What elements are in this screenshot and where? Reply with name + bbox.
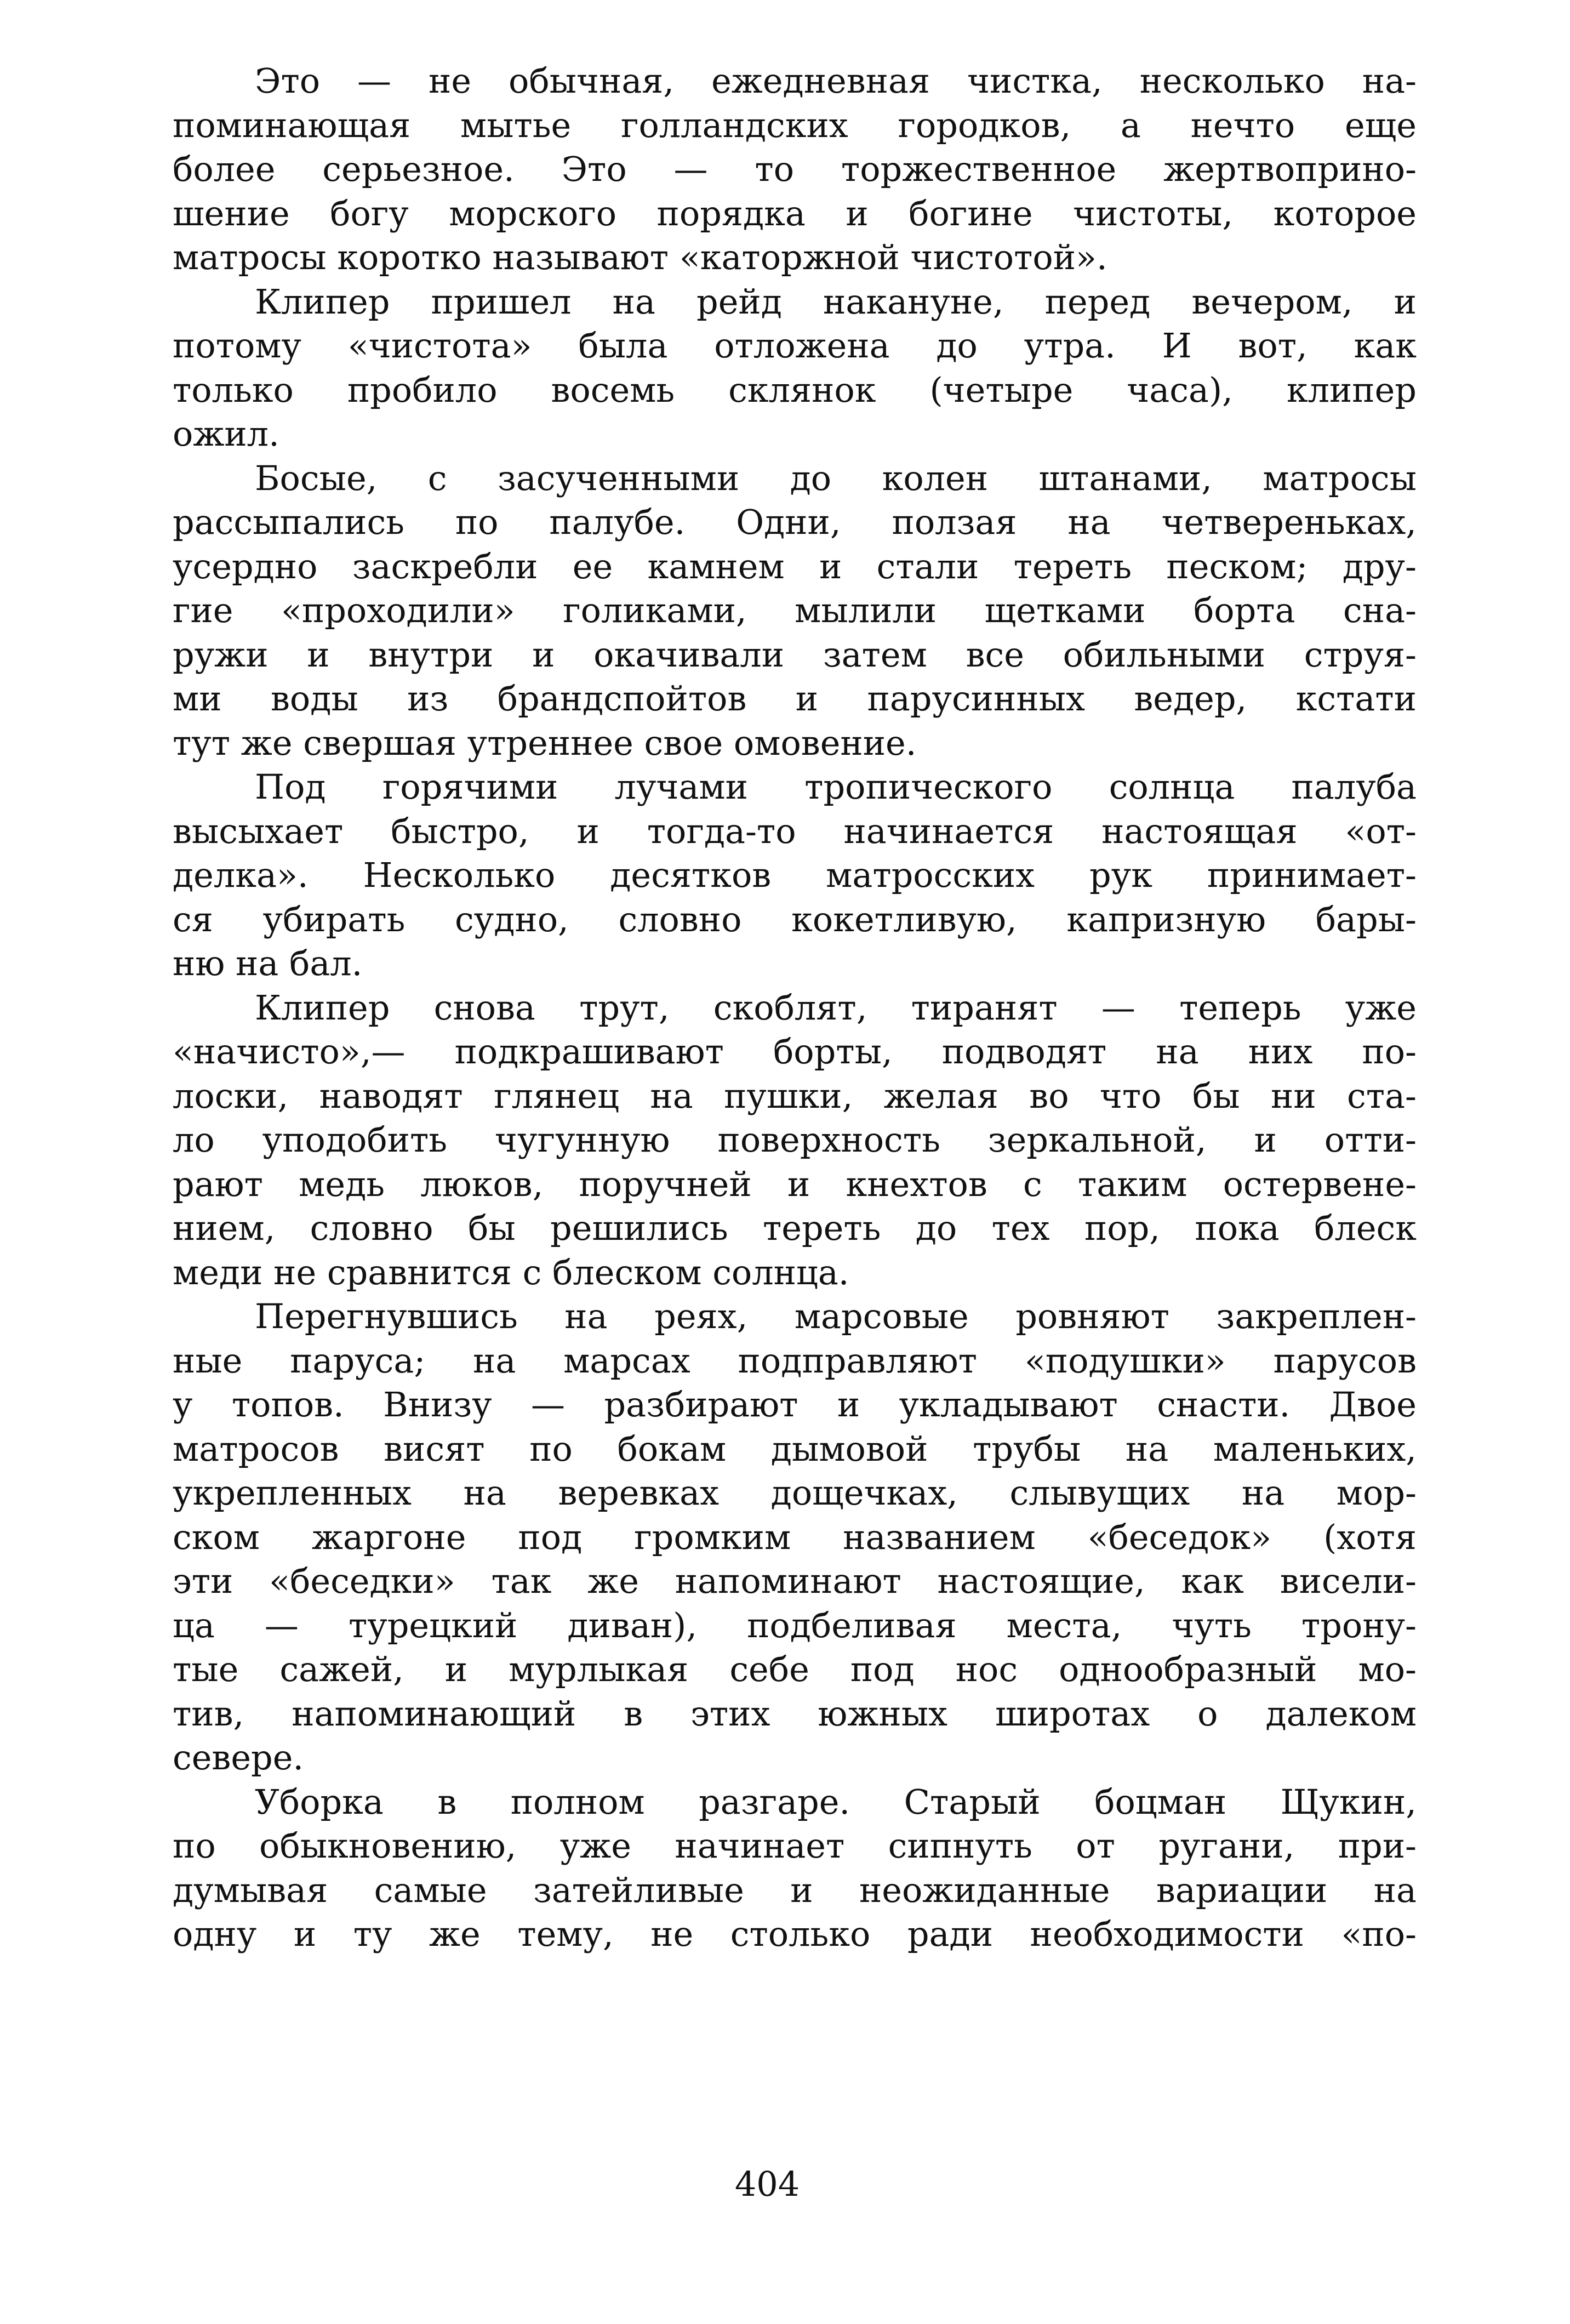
text-line: тут же свершая утреннее свое омовение. <box>173 722 917 763</box>
text-line: матросы коротко называют «каторжной чистотой». <box>173 237 1107 277</box>
page-number: 404 <box>734 2164 800 2204</box>
text-line: рассыпались по палубе. Одни, ползая на четвереньках, <box>173 502 1417 542</box>
text-line: по обыкновению, уже начинает сипнуть от ругани, при- <box>173 1826 1417 1866</box>
text-line: рают медь люков, поручней и кнехтов с таким остервене- <box>173 1164 1417 1204</box>
text-line: тые сажей, и мурлыкая себе под нос однообразный мо- <box>173 1649 1417 1689</box>
text-line: усердно заскребли ее камнем и стали тереть песком; дру- <box>173 546 1417 586</box>
text-line: тив, напоминающий в этих южных широтах о далеком <box>173 1693 1417 1734</box>
text-line: ца — турецкий диван), подбеливая места, чуть трону- <box>173 1605 1417 1645</box>
text-line: ружи и внутри и окачивали затем все обильными струя- <box>173 634 1417 675</box>
text-line: севере. <box>173 1738 304 1778</box>
text-line: высыхает быстро, и тогда-то начинается настоящая «от- <box>173 811 1417 851</box>
text-line: поминающая мытье голландских городков, а нечто еще <box>173 105 1417 145</box>
text-line: одну и ту же тему, не столько ради необходимости «по- <box>173 1914 1417 1954</box>
text-line: нием, словно бы решились тереть до тех пор, пока блеск <box>173 1208 1417 1248</box>
text-line: гие «проходили» голиками, мылили щетками борта сна- <box>173 590 1417 630</box>
text-line: ском жаргоне под громким названием «беседок» (хотя <box>173 1517 1417 1557</box>
text-line: меди не сравнится с блеском солнца. <box>173 1252 849 1292</box>
text-line: ми воды из брандспойтов и парусинных ведер, кстати <box>173 679 1417 719</box>
text-line: Клипер пришел на рейд накануне, перед вечером, и <box>255 281 1417 322</box>
text-line: более серьезное. Это — то торжественное жертвоприно- <box>173 149 1417 189</box>
text-line: Перегнувшись на реях, марсовые ровняют закреплен- <box>255 1296 1417 1336</box>
text-line: ню на бал. <box>173 943 363 983</box>
text-line: Босые, с засученными до колен штанами, матросы <box>255 458 1417 498</box>
text-line: думывая самые затейливые и неожиданные вариации на <box>173 1870 1417 1910</box>
text-line: потому «чистота» была отложена до утра. И вот, как <box>173 326 1417 366</box>
text-line: ные паруса; на марсах подправляют «подушки» парусов <box>173 1340 1417 1381</box>
text-line: шение богу морского порядка и богине чистоты, которое <box>173 193 1417 233</box>
text-line: эти «беседки» так же напоминают настоящие, как висели- <box>173 1561 1417 1601</box>
text-line: Это — не обычная, ежедневная чистка, несколько на- <box>255 61 1417 101</box>
text-line: матросов висят по бокам дымовой трубы на маленьких, <box>173 1428 1417 1469</box>
text-line: у топов. Внизу — разбирают и укладывают снасти. Двое <box>173 1385 1417 1425</box>
body-text <box>173 59 1417 1957</box>
text-line: укрепленных на веревках дощечках, слывущих на мор- <box>173 1473 1417 1513</box>
text-line: ожил. <box>173 414 279 454</box>
text-line: делка». Несколько десятков матросских рук принимает- <box>173 855 1417 895</box>
text-line: ся убирать судно, словно кокетливую, капризную бары- <box>173 899 1417 939</box>
text-line: «начисто»,— подкрашивают борты, подводят на них по- <box>173 1032 1417 1072</box>
text-line: Клипер снова трут, скоблят, тиранят — теперь уже <box>255 987 1417 1028</box>
text-line: лоски, наводят глянец на пушки, желая во что бы ни ста- <box>173 1075 1417 1116</box>
text-line: Уборка в полном разгаре. Старый боцман Щукин, <box>255 1781 1417 1822</box>
text-line: Под горячими лучами тропического солнца палуба <box>255 767 1417 807</box>
text-line: только пробило восемь склянок (четыре часа), клипер <box>173 369 1417 410</box>
text-line: ло уподобить чугунную поверхность зеркальной, и отти- <box>173 1120 1417 1160</box>
